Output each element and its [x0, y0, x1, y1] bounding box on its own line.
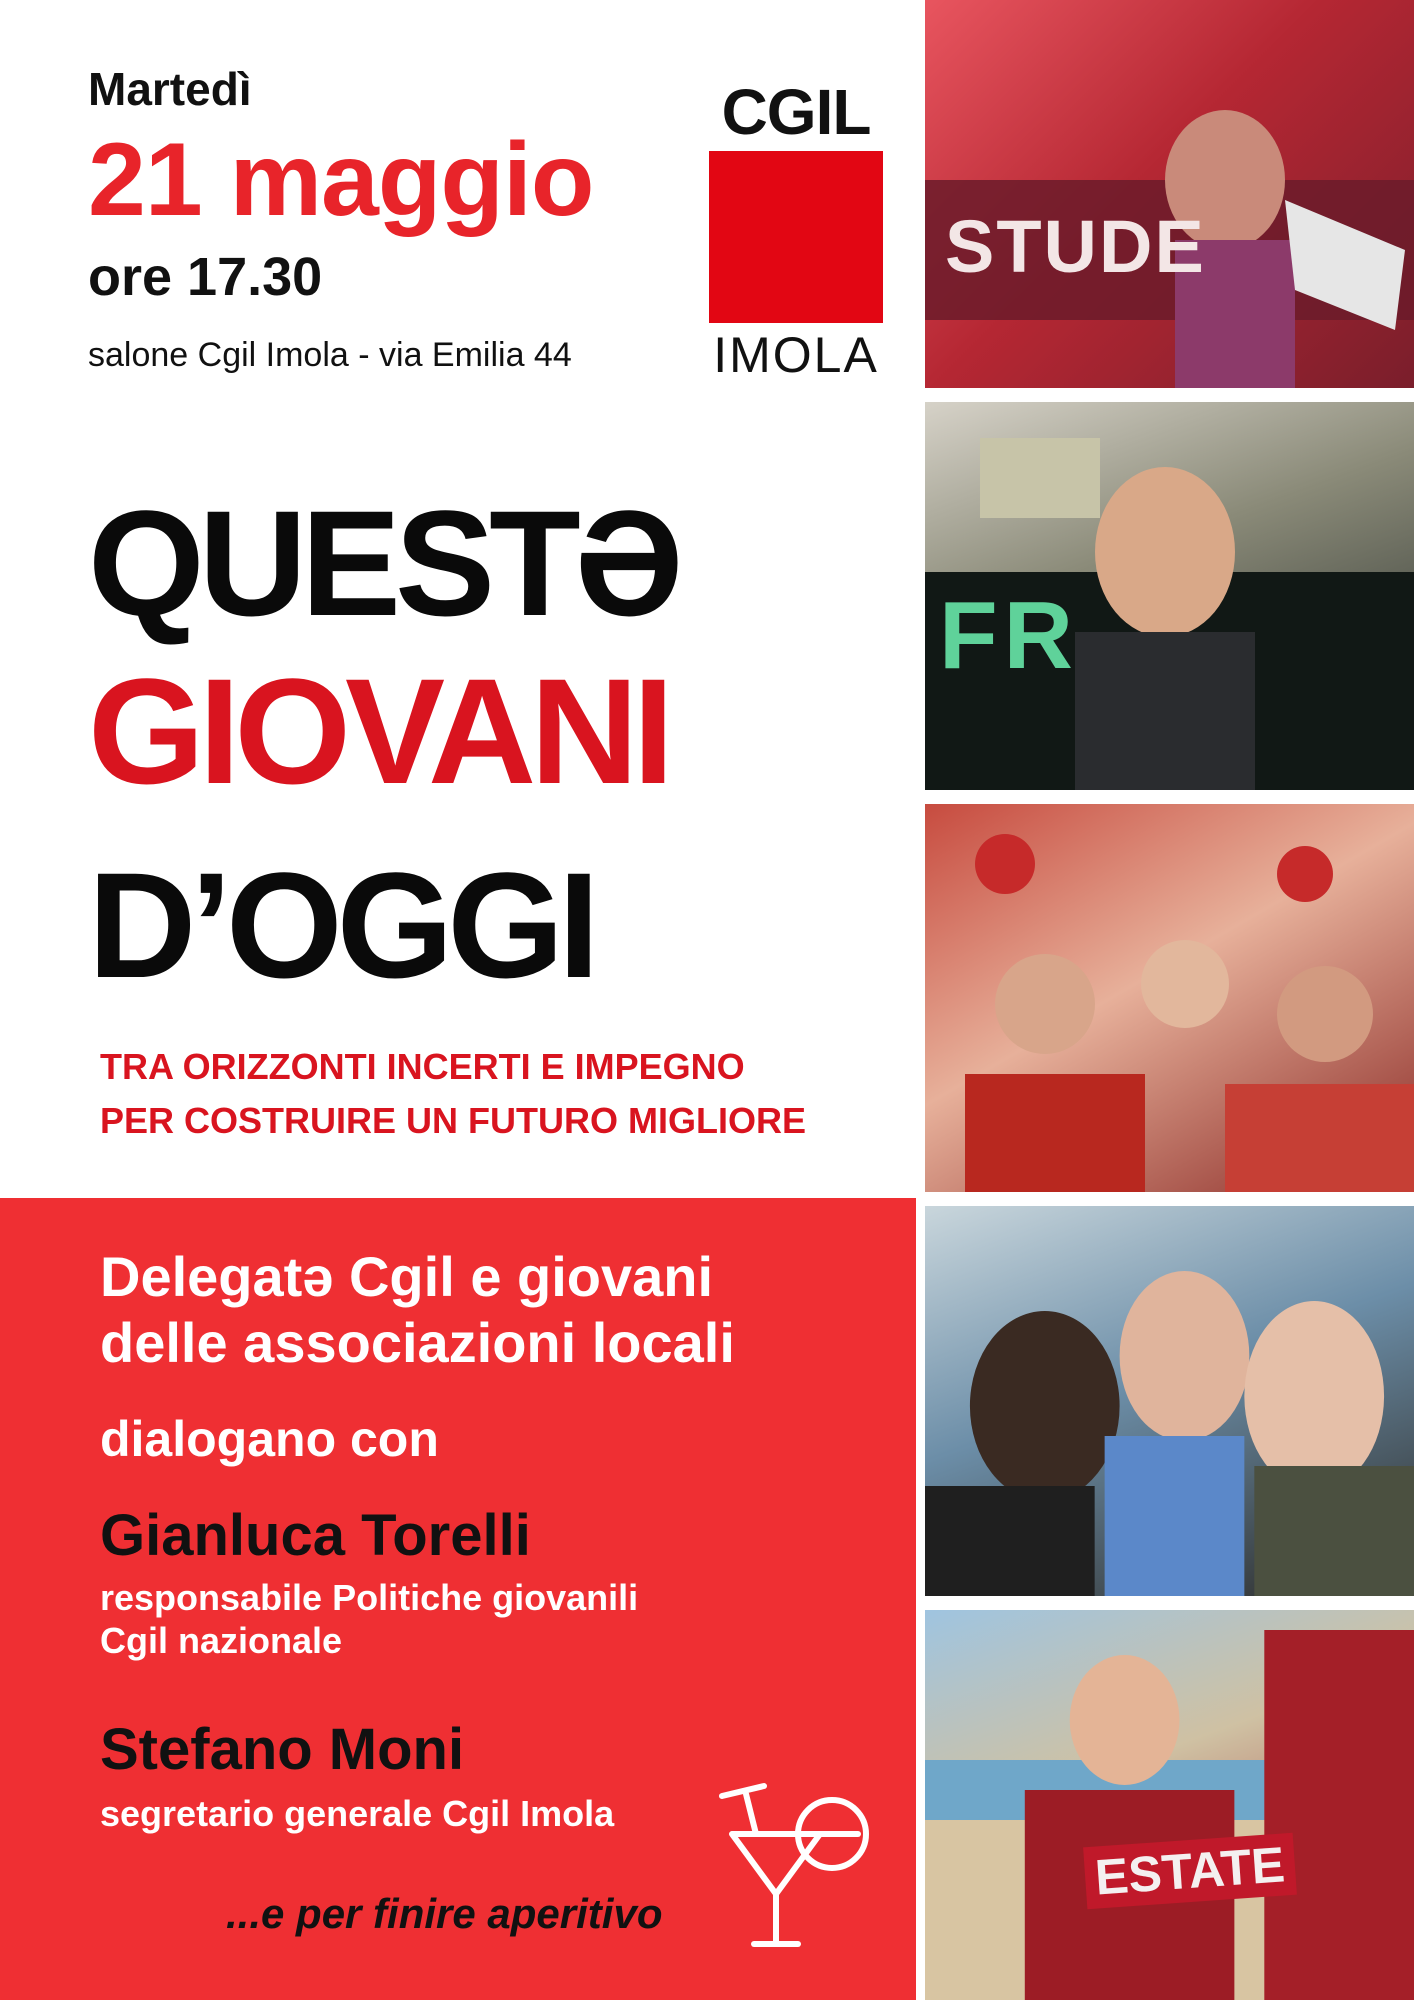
photo-5-shirt-text: ESTATE [1083, 1833, 1297, 1909]
speaker-2-role [100, 1792, 614, 1835]
photo-crowd [925, 804, 1414, 1192]
speaker-2-name: Stefano Moni [100, 1717, 465, 1782]
photo-3-art [925, 804, 1414, 1192]
event-date: 21 maggio [88, 122, 594, 238]
title-line-1: QUESTƏ [88, 479, 678, 647]
photo-1-banner-text: STUDE [945, 205, 1206, 288]
speaker-1-role-line-1: responsabile Politiche giovanili [100, 1577, 639, 1618]
title-line-3: D’OGGI [88, 841, 594, 1009]
speaker-1-name: Gianluca Torelli [100, 1503, 531, 1568]
event-day: Martedì [88, 63, 252, 115]
title-line-2: GIOVANI [88, 647, 669, 815]
photo-young-people [925, 1206, 1414, 1596]
photo-2-banner-text: FR [939, 582, 1079, 689]
photo-climate-strike [925, 402, 1414, 790]
cocktail-glass-icon [718, 1782, 878, 1950]
speaker-2-role-line-1: segretario generale Cgil Imola [100, 1793, 615, 1834]
photo-student-protest [925, 0, 1414, 388]
logo-square [709, 151, 883, 323]
subtitle-line-2: PER COSTRUIRE UN FUTURO MIGLIORE [100, 1100, 807, 1141]
photo-5-art [925, 1610, 1414, 2000]
subtitle-line-1: TRA ORIZZONTI INCERTI E IMPEGNO [100, 1046, 745, 1087]
photo-1-art [925, 0, 1414, 388]
logo-name: CGIL [721, 76, 871, 148]
panel-intro [100, 1244, 735, 1376]
speaker-1-role-line-2: Cgil nazionale [100, 1620, 343, 1662]
speaker-1-role [100, 1576, 638, 1662]
photo-4-art [925, 1206, 1414, 1596]
panel-dialog-text: dialogano con [100, 1411, 439, 1467]
panel-intro-line-2: delle associazioni locali [100, 1311, 735, 1375]
panel-intro-line-1: Delegatə Cgil e giovani [100, 1245, 714, 1308]
logo-city: IMOLA [713, 327, 879, 383]
event-venue: salone Cgil Imola - via Emilia 44 [88, 336, 572, 374]
photo-volunteers [925, 1610, 1414, 2000]
subtitle [100, 1040, 806, 1148]
closing-text: ...e per finire aperitivo [226, 1890, 663, 1937]
event-time: ore 17.30 [88, 247, 323, 307]
